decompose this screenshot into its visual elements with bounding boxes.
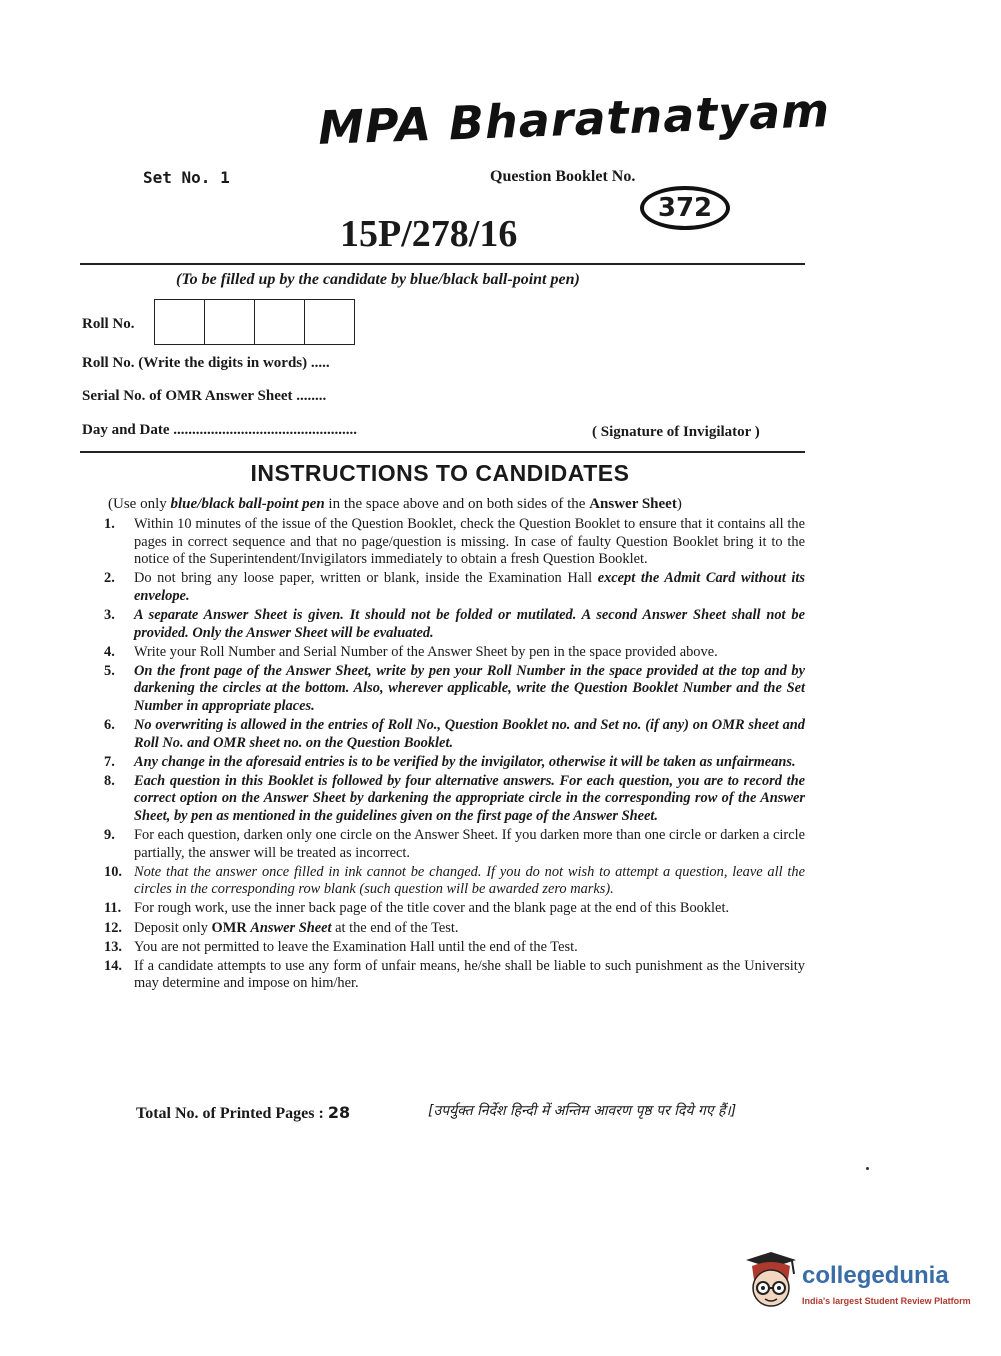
list-item: 11. For rough work, use the inner back page of the title cover and the blank page at the end of this Booklet. [104,900,730,917]
roll-box[interactable] [205,300,255,344]
paper-code: 15P/278/16 [340,213,518,255]
roll-no-boxes[interactable] [154,299,355,345]
list-item: 9. For each question, darken only one circle on the Answer Sheet. If you darken more than one circle or darken a circle partially, the answer will be treated as incorrect. [104,827,805,861]
list-item: 3. A separate Answer Sheet is given. It should not be folded or mutilated. A second Answer Sheet shall not be provided. Only the Answer Sheet will be evaluated. [104,606,805,641]
roll-words-field[interactable]: Roll No. (Write the digits in words) ..... [82,355,330,371]
collegedunia-logo [742,1250,972,1320]
speck [866,1167,869,1170]
fill-note: (To be filled up by the candidate by blue/black ball-point pen) [176,271,580,288]
logo-name: collegedunia [802,1262,949,1289]
list-item: 8. Each question in this Booklet is followed by four alternative answers. For each question, you are to record the correct option on the Answer Sheet by darkening the appropriate circle in the corresponding row of the Answer Sheet, by pen as mentioned in the guidelines given on the first page of the Answer Sheet. [104,772,805,824]
day-date-field[interactable]: Day and Date ................................................. [82,422,358,438]
question-booklet-number: 372 [640,186,730,230]
hindi-note: [उपर्युक्त निर्देश हिन्दी में अन्तिम आवरण पृष्ठ पर दिये गए हैं।] [428,1103,737,1119]
invigilator-signature-label: ( Signature of Invigilator ) [592,424,760,440]
list-item: 13. You are not permitted to leave the Examination Hall until the end of the Test. [104,938,578,955]
instructions-intro: (Use only blue/black ball-point pen in the space above and on both sides of the Answer Sheet) [108,496,682,512]
logo-tagline: India's largest Student Review Platform [802,1296,971,1306]
mascot-icon [742,1250,800,1312]
roll-box[interactable] [305,300,354,344]
roll-no-label: Roll No. [82,316,135,332]
serial-omr-field[interactable]: Serial No. of OMR Answer Sheet ........ [82,388,327,404]
top-divider [80,263,805,265]
list-item: 6. No overwriting is allowed in the entries of Roll No., Question Booklet no. and Set no. (if any) on OMR sheet and Roll No. and OMR sheet no. on the Question Booklet. [104,717,805,751]
list-item: 1. Within 10 minutes of the issue of the Question Booklet, check the Question Booklet to ensure that it contains all the pages in correct sequence and that no page/question is missing. In case of faulty Question Booklet bring it to the notice of the Superintendent/Invigilators immediately to obtain a fresh Question Booklet. [104,516,805,568]
list-item: 2. Do not bring any loose paper, written or blank, inside the Examination Hall except the Admit Card without its envelope. [104,570,806,604]
set-number: Set No. 1 [143,168,230,187]
roll-box[interactable] [255,300,305,344]
list-item: 5. On the front page of the Answer Sheet, write by pen your Roll Number in the space provided at the top and by darkening the circles at the bottom. Also, wherever applicable, write the Question Booklet Number and the Set Number in appropriate places. [104,662,805,714]
list-item: 4. Write your Roll Number and Serial Number of the Answer Sheet by pen in the space provided above. [104,643,718,660]
list-item: 7. Any change in the aforesaid entries is to be verified by the invigilator, otherwise it will be taken as unfairmeans. [104,753,796,770]
list-item: 14. If a candidate attempts to use any form of unfair means, he/she shall be liable to such punishment as the University may determine and impose on him/her. [104,957,805,992]
total-pages: Total No. of Printed Pages : 28 [136,1103,351,1122]
question-booklet-label: Question Booklet No. [490,168,636,185]
list-item: 10. Note that the answer once filled in ink cannot be changed. If you do not wish to attempt a question, leave all the circles in the corresponding row blank (such question will be awarded zero marks). [104,863,805,898]
instructions-list [100,516,805,994]
list-item: 12. Deposit only OMR Answer Sheet at the end of the Test. [104,919,459,936]
handwritten-title: MPA Bharatnatyam [317,83,831,155]
middle-divider [80,451,805,453]
roll-box[interactable] [155,300,205,344]
instructions-heading: INSTRUCTIONS TO CANDIDATES [250,460,630,486]
